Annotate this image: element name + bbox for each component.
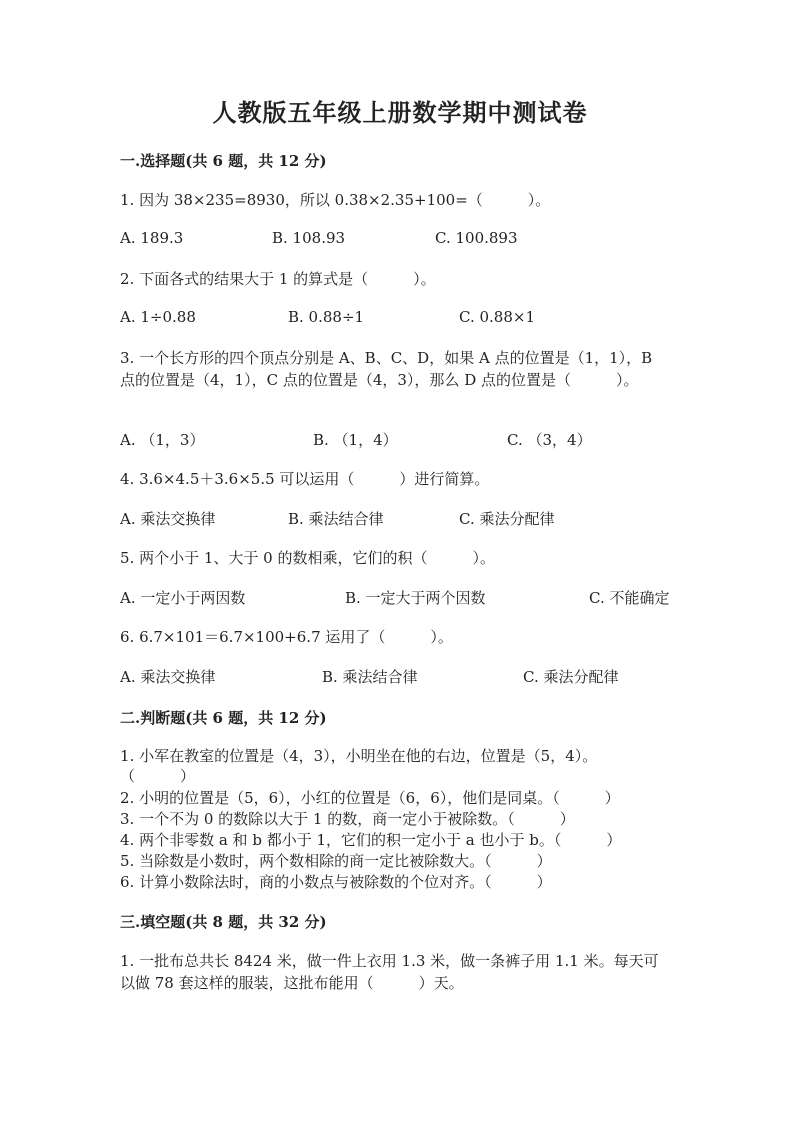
fill-question-1-line-2: 以做 78 套这样的服装，这批布能用（ ）天。 (120, 974, 464, 992)
fill-question-1-line-1: 1. 一批布总共长 8424 米，做一件上衣用 1.3 米，做一条裤子用 1.1 米。每天可 (120, 952, 659, 970)
question-2-option-a: A. 1÷0.88 (120, 308, 196, 326)
question-4-text: 4. 3.6×4.5＋3.6×5.5 可以运用（ ）进行简算。 (120, 470, 490, 488)
judgement-item-5: 5. 当除数是小数时，两个数相除的商一定比被除数大。（ ） (120, 852, 552, 870)
question-6-option-a: A. 乘法交换律 (120, 668, 216, 686)
question-1-text: 1. 因为 38×235=8930，所以 0.38×2.35+100=（ ）。 (120, 191, 551, 209)
judgement-item-3: 3. 一个不为 0 的数除以大于 1 的数，商一定小于被除数。（ ） (120, 810, 575, 828)
page-title: 人教版五年级上册数学期中测试卷 (212, 98, 588, 127)
judgement-item-2: 2. 小明的位置是（5，6），小红的位置是（6，6），他们是同桌。（ ） (120, 789, 620, 807)
question-1-option-a: A. 189.3 (120, 229, 184, 247)
question-1-option-b: B. 108.93 (272, 229, 346, 247)
question-4-option-c: C. 乘法分配律 (459, 510, 555, 528)
question-2-option-b: B. 0.88÷1 (288, 308, 365, 326)
question-2-option-c: C. 0.88×1 (459, 308, 535, 326)
question-5-option-b: B. 一定大于两个因数 (345, 589, 486, 607)
question-6-option-b: B. 乘法结合律 (322, 668, 418, 686)
judgement-item-6: 6. 计算小数除法时，商的小数点与被除数的个位对齐。（ ） (120, 873, 552, 891)
question-3-option-b: B. （1，4） (313, 431, 398, 449)
question-3-option-c: C. （3，4） (507, 431, 592, 449)
question-5-text: 5. 两个小于 1、大于 0 的数相乘，它们的积（ ）。 (120, 549, 495, 567)
question-2-text: 2. 下面各式的结果大于 1 的算式是（ ）。 (120, 270, 436, 288)
question-1-option-c: C. 100.893 (435, 229, 518, 247)
question-5-option-c: C. 不能确定 (589, 589, 670, 607)
question-4-option-a: A. 乘法交换律 (120, 510, 216, 528)
judgement-item-1: 1. 小军在教室的位置是（4，3），小明坐在他的右边，位置是（5，4）。 (120, 747, 598, 765)
question-3-line-1: 3. 一个长方形的四个顶点分别是 A、B、C、D，如果 A 点的位置是（1，1），B (120, 349, 653, 367)
question-3-option-a: A. （1，3） (120, 431, 205, 449)
question-6-option-c: C. 乘法分配律 (523, 668, 619, 686)
section-heading-choice: 一.选择题(共 6 题，共 12 分) (120, 152, 327, 170)
judgement-item-4: 4. 两个非零数 a 和 b 都小于 1，它们的积一定小于 a 也小于 b。（ ） (120, 831, 622, 849)
judgement-item-1-blank: （ ） (120, 767, 196, 785)
question-6-text: 6. 6.7×101＝6.7×100+6.7 运用了（ ）。 (120, 628, 453, 646)
question-5-option-a: A. 一定小于两因数 (120, 589, 246, 607)
section-heading-fill-blank: 三.填空题(共 8 题，共 32 分) (120, 913, 327, 931)
section-heading-judgement: 二.判断题(共 6 题，共 12 分) (120, 709, 327, 727)
question-3-line-2: 点的位置是（4，1），C 点的位置是（4，3），那么 D 点的位置是（ ）。 (120, 371, 639, 389)
question-4-option-b: B. 乘法结合律 (288, 510, 384, 528)
